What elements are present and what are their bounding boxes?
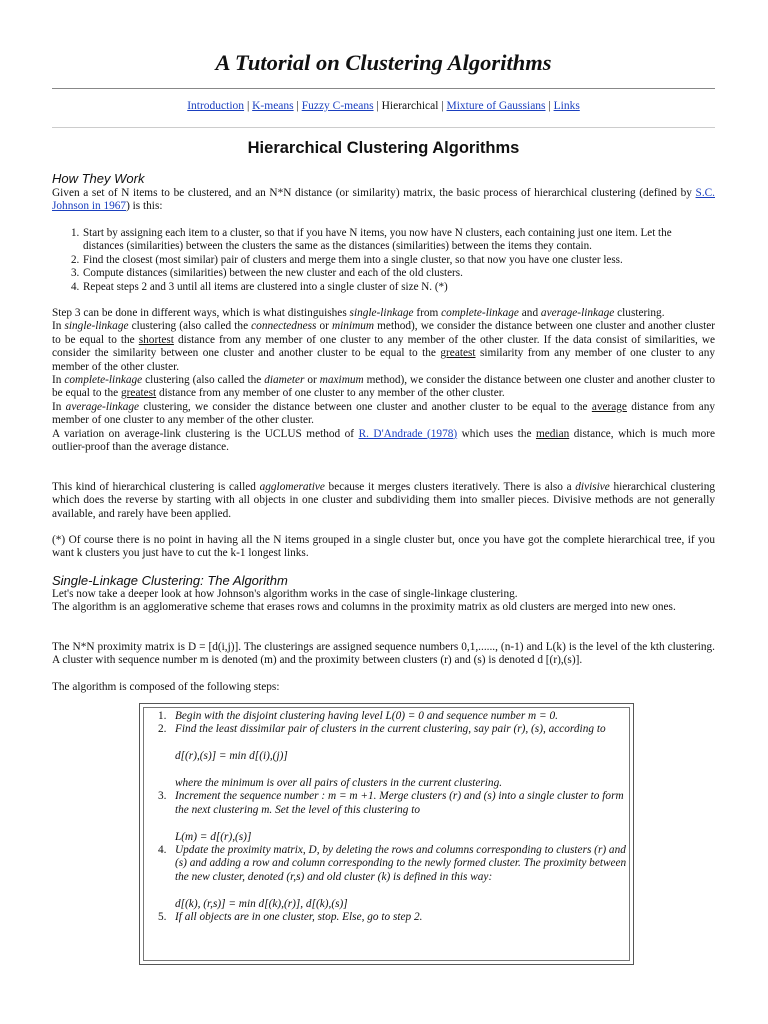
- linkage-paragraphs: [52, 307, 715, 454]
- title-divider: [52, 88, 715, 89]
- nav-fuzzy-cmeans[interactable]: Fuzzy C-means: [301, 100, 374, 112]
- nav-bar: [52, 100, 715, 112]
- nav-introduction[interactable]: Introduction: [187, 100, 245, 112]
- algorithm-step: 5. If all objects are in one cluster, stop. Else, go to step 2.: [158, 911, 423, 924]
- nav-sep: |: [438, 100, 447, 112]
- list-item: 1. Start by assigning each item to a cluster, so that if you have N items, you now have N clusters, each containing just one item. Let the distances (similarities) between the clusters the same as the distances (similarities) between the items they contain.: [71, 227, 672, 253]
- formula: d[(r),(s)] = min d[(i),(j)]: [175, 750, 288, 763]
- nav-sep: |: [373, 100, 382, 112]
- agglomerative-paragraph: This kind of hierarchical clustering is called agglomerative because it merges clusters iteratively. There is also a divisive hierarchical clustering which does the reverse by starting with all objects in one cluster and subdividing them into smaller pieces. Divisive methods are not generally available, and rarely have been applied.: [52, 481, 715, 520]
- nav-sep: |: [293, 100, 302, 112]
- formula: L(m) = d[(r),(s)]: [175, 830, 252, 843]
- proximity-paragraph: The N*N proximity matrix is D = [d(i,j)]. The clusterings are assigned sequence numbers 0,1,......, (n-1) and L(k) is the level of the kth clustering. A cluster with sequence number m is denoted (m) and the proximity between clusters (r) and (s) is denoted d [(r),(s)].: [52, 641, 715, 667]
- nav-hierarchical-current: Hierarchical: [381, 100, 439, 112]
- johnson-link[interactable]: S.C. Johnson in 1967: [52, 187, 715, 213]
- single-linkage-intro: [52, 588, 715, 615]
- single-linkage-paragraph: In single-linkage clustering (also called the connectedness or minimum method), we consider the distance between one cluster and another cluster to be equal to the shortest distance from any member of one cluster to any member of the other cluster. If the data consist of similarities, we consider the similarity between one cluster and another cluster to be equal to the greatest similarity from any member of one cluster to any member of the other cluster.: [52, 320, 716, 373]
- nav-mixture-of-gaussians[interactable]: Mixture of Gaussians: [446, 100, 546, 112]
- nav-divider: [52, 127, 715, 128]
- page-title: A Tutorial on Clustering Algorithms: [215, 50, 552, 75]
- intro-line: The algorithm is an agglomerative scheme that erases rows and columns in the proximity matrix as old clusters are merged into new ones.: [52, 601, 676, 614]
- algorithm-step: 3. Increment the sequence number : m = m +1. Merge clusters (r) and (s) into a single cluster to form the next clustering m. Set the level of this clustering to L(m) = d[(r),(s)]: [158, 790, 624, 843]
- process-steps-list: [52, 227, 715, 294]
- uclus-paragraph: A variation on average-link clustering is the UCLUS method of R. D'Andrade (1978) which uses the median distance, which is much more outlier-proof than the average distance.: [52, 427, 715, 454]
- nav-sep: |: [244, 100, 253, 112]
- algorithm-step: 2. Find the least dissimilar pair of clusters in the current clustering, say pair (r), (s), according to d[(r),(s)] = min d[(i),(j)] where the minimum is over all pairs of clusters in the current clustering.: [158, 723, 606, 790]
- step-text: Compute distances (similarities) between the new cluster and each of the old clusters.: [83, 267, 463, 280]
- nav-links[interactable]: Links: [553, 100, 580, 112]
- formula: d[(k), (r,s)] = min d[(k),(r)], d[(k),(s)]: [175, 897, 348, 910]
- algorithm-step: 4. Update the proximity matrix, D, by deleting the rows and columns corresponding to clusters (r) and (s) and adding a row and column corresponding to the newly formed cluster. The proximity between the new cluster, denoted (r,s) and old cluster (k) is defined in this way: d[(k), (r,s)] = min d[(k),(r)], d[(k),(s)]: [158, 844, 627, 910]
- nav-kmeans[interactable]: K-means: [252, 100, 294, 112]
- step-text: Find the closest (most similar) pair of clusters and merge them into a single cluster, so that now you have one cluster less.: [83, 253, 623, 266]
- list-item: 2. Find the closest (most similar) pair of clusters and merge them into a single cluster, so that now you have one cluster less.: [71, 253, 623, 266]
- complete-linkage-paragraph: In complete-linkage clustering (also called the diameter or maximum method), we consider the distance between one cluster and another cluster to be equal to the greatest distance from any member of one cluster to any member of the other cluster.: [52, 374, 715, 400]
- step-text: Start by assigning each item to a cluster, so that if you have N items, you now have N clusters, each containing just one item. Let the distances (similarities) between the clusters the same as the distances (similarities) between the items they contain.: [83, 227, 672, 253]
- footnote-paragraph: (*) Of course there is no point in having all the N items grouped in a single cluster but, once you have got the complete hierarchical tree, if you want k clusters you just have to cut the k-1 longest links.: [52, 534, 715, 560]
- steps-intro: The algorithm is composed of the following steps:: [52, 681, 280, 693]
- algorithm-step: 1. Begin with the disjoint clustering having level L(0) = 0 and sequence number m = 0.: [158, 710, 558, 722]
- algorithm-box: [139, 703, 634, 965]
- how-they-work-heading: How They Work: [52, 171, 145, 186]
- intro-line: Let's now take a deeper look at how Johnson's algorithm works in the case of single-linkage clustering.: [52, 588, 518, 600]
- algorithm-steps: [158, 710, 630, 925]
- list-item: 3. Compute distances (similarities) between the new cluster and each of the old clusters.: [71, 267, 463, 280]
- intro-text: Given a set of N items to be clustered, and an N*N distance (or similarity) matrix, the basic process of hierarchical clustering (defined by: [52, 187, 696, 199]
- algorithm-box-inner: [143, 707, 630, 961]
- intro-paragraph: [52, 187, 715, 214]
- intro-text-end: ) is this:: [126, 200, 163, 213]
- section-heading: Hierarchical Clustering Algorithms: [247, 139, 520, 157]
- step3-paragraph: Step 3 can be done in different ways, which is what distinguishes single-linkage from complete-linkage and average-linkage clustering.: [52, 307, 665, 319]
- single-linkage-heading: Single-Linkage Clustering: The Algorithm: [52, 573, 288, 588]
- average-linkage-paragraph: In average-linkage clustering, we consider the distance between one cluster and another cluster to be equal to the average distance from any member of one cluster to any member of the other cluster.: [52, 400, 715, 427]
- list-item: 4. Repeat steps 2 and 3 until all items are clustered into a single cluster of size N. (*): [71, 280, 448, 293]
- step-text: Repeat steps 2 and 3 until all items are clustered into a single cluster of size N. (*): [83, 280, 448, 293]
- dandrade-link[interactable]: R. D'Andrade (1978): [358, 427, 458, 440]
- nav-sep: |: [545, 100, 554, 112]
